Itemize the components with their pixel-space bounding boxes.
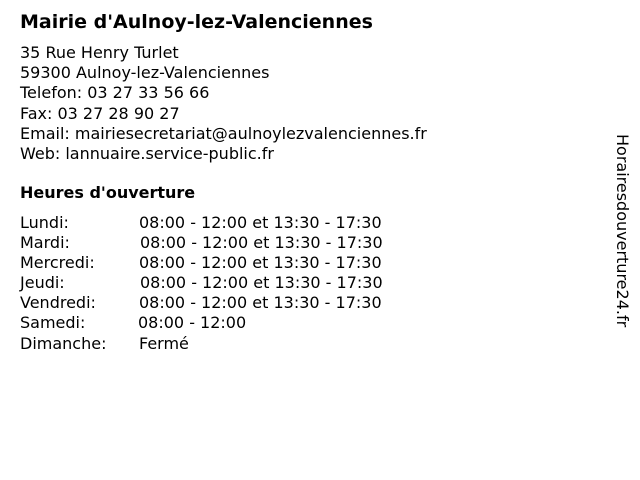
time-range: 08:00 - 12:00 et 13:30 - 17:30: [140, 233, 383, 253]
watermark-text: Horairesdouverture24.fr: [613, 134, 632, 328]
page-title: Mairie d'Aulnoy-lez-Valenciennes: [20, 11, 373, 33]
time-range: 08:00 - 12:00 et 13:30 - 17:30: [139, 253, 382, 273]
phone-number: Telefon: 03 27 33 56 66: [20, 83, 210, 103]
day-label: Lundi:: [20, 213, 69, 232]
day-label: Mardi:: [20, 233, 70, 253]
day-label: Jeudi:: [20, 273, 65, 293]
time-range: 08:00 - 12:00: [138, 313, 247, 333]
city-postal: 59300 Aulnoy-lez-Valenciennes: [20, 63, 270, 83]
fax-number: Fax: 03 27 28 90 27: [20, 103, 180, 123]
day-label: Vendredi:: [20, 293, 96, 313]
day-label: Dimanche:: [20, 333, 107, 353]
day-label: Mercredi:: [20, 253, 95, 273]
day-label: Samedi:: [20, 313, 86, 333]
time-range: 08:00 - 12:00 et 13:30 - 17:30: [139, 293, 382, 313]
time-range: Fermé: [139, 333, 189, 353]
time-range: 08:00 - 12:00 et 13:30 - 17:30: [140, 273, 383, 293]
hours-heading: Heures d'ouverture: [20, 183, 196, 202]
email-address: Email: mairiesecretariat@aulnoylezvalenciennes.fr: [20, 123, 427, 143]
time-range: 08:00 - 12:00 et 13:30 - 17:30: [139, 213, 382, 232]
watermark: [612, 134, 632, 374]
contact-info: [20, 43, 427, 164]
street-address: 35 Rue Henry Turlet: [20, 43, 179, 62]
website: Web: lannuaire.service-public.fr: [20, 143, 274, 163]
